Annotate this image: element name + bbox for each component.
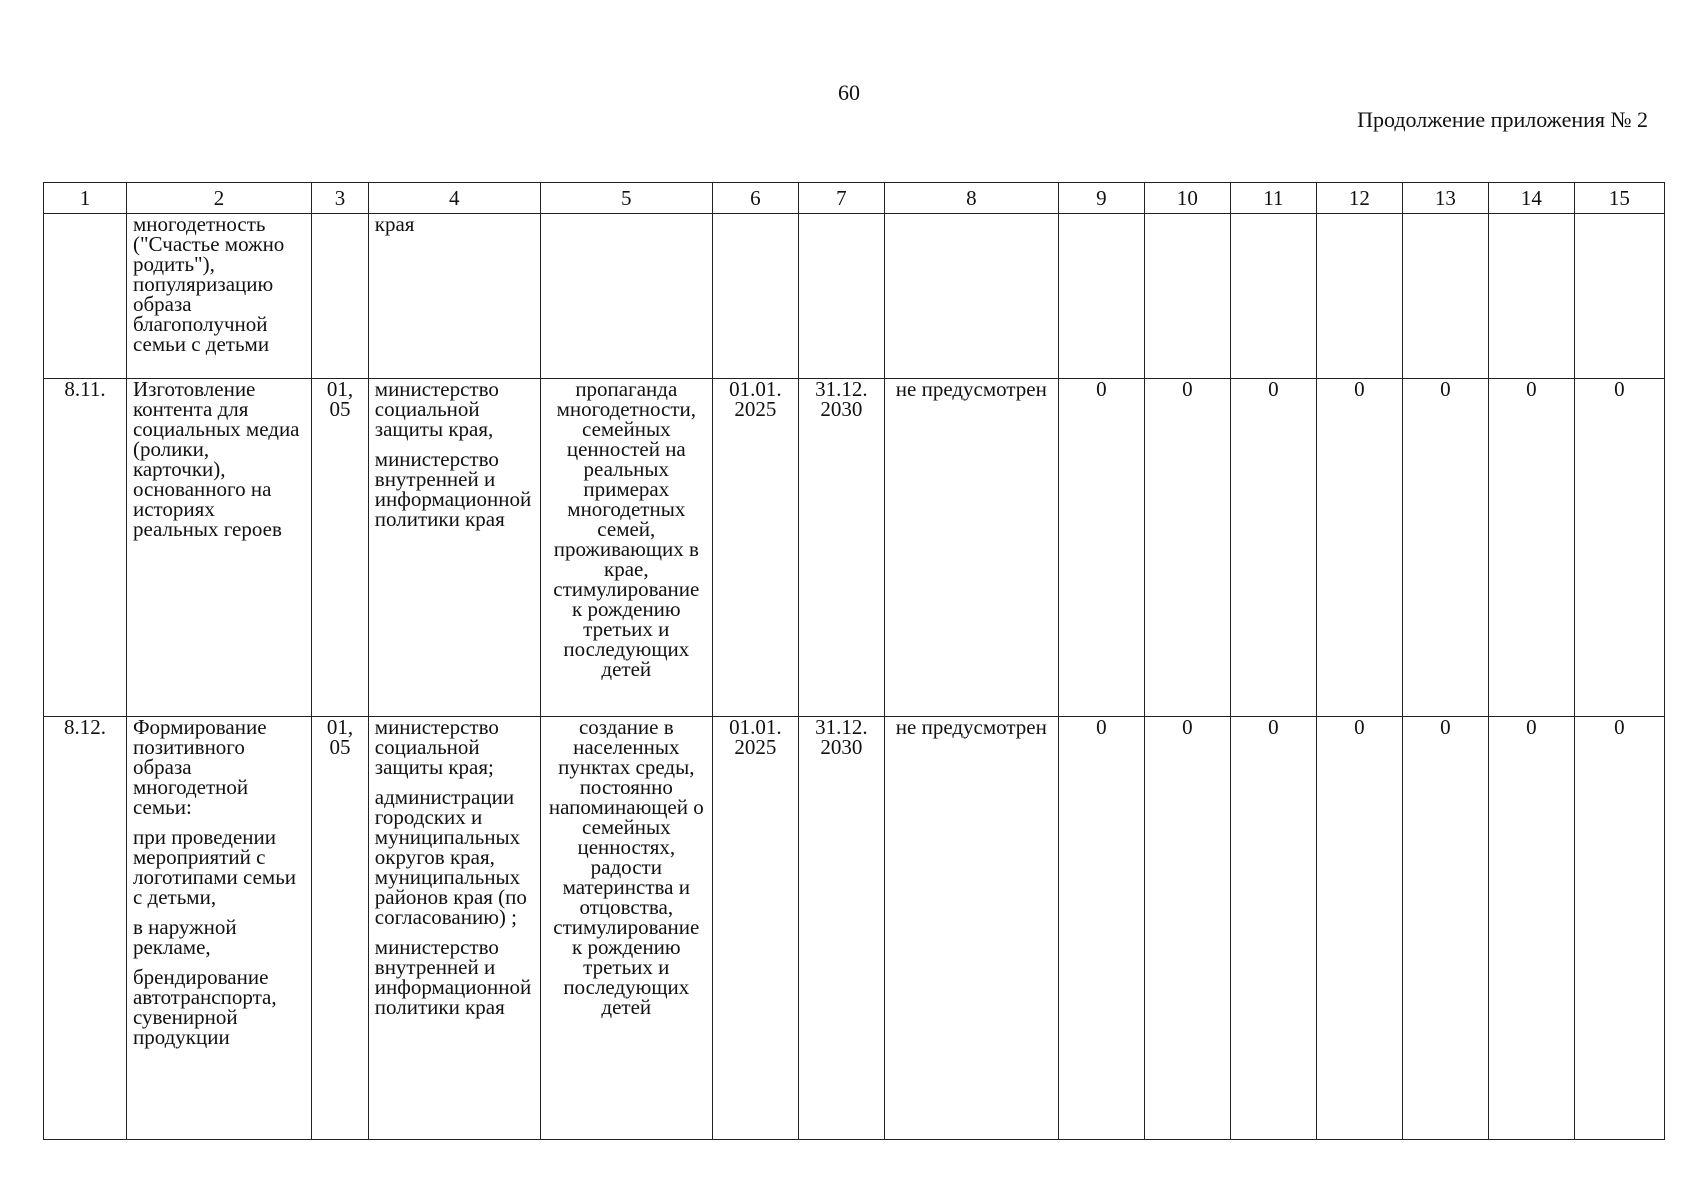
value-cell: 0 <box>1058 379 1144 717</box>
table-cell <box>540 214 712 379</box>
value-cell: 0 <box>1402 379 1488 717</box>
column-header: 3 <box>312 183 369 214</box>
table-cell <box>1230 214 1316 379</box>
code: 01, 05 <box>312 717 369 1140</box>
column-number-row <box>44 183 1665 214</box>
column-header: 15 <box>1574 183 1664 214</box>
value-cell: 0 <box>1488 717 1574 1140</box>
column-header: 7 <box>798 183 884 214</box>
appendix-note: Продолжение приложения № 2 <box>1357 107 1648 132</box>
item-number: 8.12. <box>44 717 127 1140</box>
table-cell <box>44 214 127 379</box>
table-cell <box>884 214 1058 379</box>
value-cell: 0 <box>1058 717 1144 1140</box>
table-row-continuation <box>44 214 1665 379</box>
column-header: 9 <box>1058 183 1144 214</box>
column-header: 5 <box>540 183 712 214</box>
column-header: 10 <box>1144 183 1230 214</box>
program-table <box>43 182 1665 1140</box>
executors <box>368 379 540 717</box>
value-cell: 0 <box>1574 379 1664 717</box>
table-cell <box>798 214 884 379</box>
column-header: 2 <box>126 183 311 214</box>
measure-name <box>126 379 311 717</box>
value-cell: 0 <box>1402 717 1488 1140</box>
executor: министерство внутренней и информационной политики края <box>374 935 532 1019</box>
measure-name-part: в наружной рекламе, <box>132 915 237 959</box>
value-cell: 0 <box>1316 379 1402 717</box>
measure-name: многодетность ("Счастье можно родить"), популяризацию образа благополучной семьи с детьми <box>126 214 311 379</box>
table-cell <box>1316 214 1402 379</box>
column-header: 13 <box>1402 183 1488 214</box>
table-cell <box>1488 214 1574 379</box>
measure-name-part: брендирование автотранспорта, сувенирной продукции <box>132 965 277 1049</box>
financing: не предусмотрен <box>884 379 1058 717</box>
value-cell: 0 <box>1574 717 1664 1140</box>
value-cell: 0 <box>1488 379 1574 717</box>
value-cell: 0 <box>1144 717 1230 1140</box>
column-header: 4 <box>368 183 540 214</box>
executor: министерство внутренней и информационной политики края <box>374 447 532 531</box>
table-cell <box>1574 214 1664 379</box>
executor: администрации городских и муниципальных округов края, муниципальных районов края (по согласованию) ; <box>374 785 527 929</box>
table-cell <box>712 214 798 379</box>
column-header: 11 <box>1230 183 1316 214</box>
table-cell <box>312 214 369 379</box>
start-date: 01.01. 2025 <box>712 379 798 717</box>
value-cell: 0 <box>1230 379 1316 717</box>
table-cell <box>1144 214 1230 379</box>
executor: министерство социальной защиты края, <box>374 377 499 441</box>
start-date: 01.01. 2025 <box>712 717 798 1140</box>
code: 01, 05 <box>312 379 369 717</box>
expected-result: создание в населенных пунктах среды, постоянно напоминающей о семейных ценностях, радости материнства и отцовства, стимулирование к рождению третьих и последующих детей <box>540 717 712 1140</box>
column-header: 12 <box>1316 183 1402 214</box>
end-date: 31.12. 2030 <box>798 717 884 1140</box>
measure-name <box>126 717 311 1140</box>
measure-name-part: при проведении мероприятий с логотипами семьи с детьми, <box>132 825 297 909</box>
table-row <box>44 717 1665 1140</box>
financing: не предусмотрен <box>884 717 1058 1140</box>
value-cell: 0 <box>1144 379 1230 717</box>
executors <box>368 717 540 1140</box>
table-cell <box>1058 214 1144 379</box>
column-header: 1 <box>44 183 127 214</box>
value-cell: 0 <box>1230 717 1316 1140</box>
expected-result: пропаганда многодетности, семейных ценностей на реальных примерах многодетных семей, проживающих в крае, стимулирование к рождению третьих и последующих детей <box>540 379 712 717</box>
page-number: 60 <box>838 80 860 105</box>
column-header: 6 <box>712 183 798 214</box>
end-date: 31.12. 2030 <box>798 379 884 717</box>
executor: края <box>368 214 540 379</box>
value-cell: 0 <box>1316 717 1402 1140</box>
column-header: 14 <box>1488 183 1574 214</box>
item-number: 8.11. <box>44 379 127 717</box>
executor: министерство социальной защиты края; <box>374 715 499 779</box>
measure-name-part: Изготовление контента для социальных медиа (ролики, карточки), основанного на историях реальных героев <box>132 377 300 541</box>
table-row <box>44 379 1665 717</box>
table-cell <box>1402 214 1488 379</box>
column-header: 8 <box>884 183 1058 214</box>
measure-name-part: Формирование позитивного образа многодетной семьи: <box>132 715 267 819</box>
